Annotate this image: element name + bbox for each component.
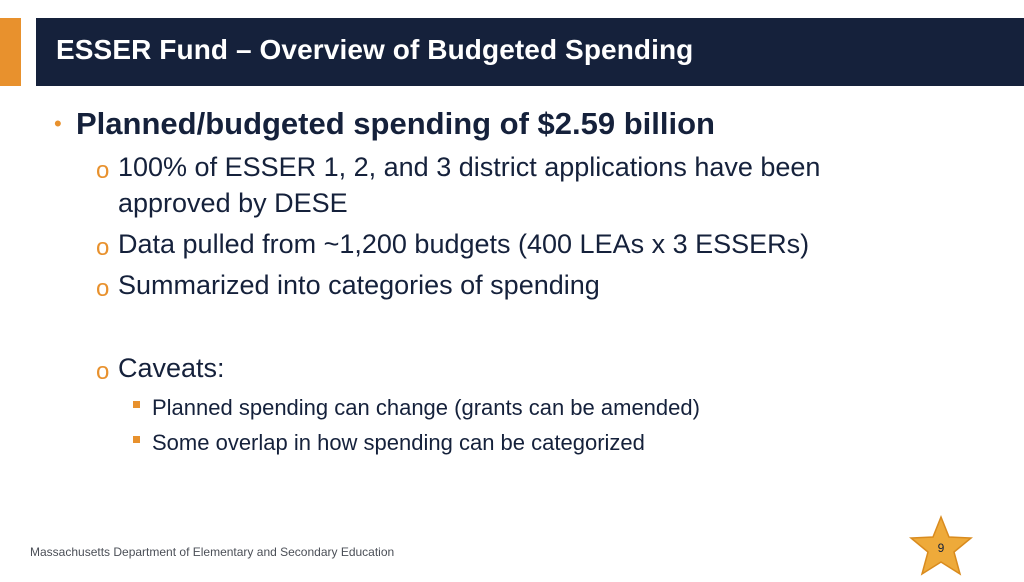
square-bullet-icon (133, 431, 140, 449)
caveats-label: Caveats: (118, 353, 225, 383)
sub-bullet-2: Data pulled from ~1,200 budgets (400 LEAs x 3 ESSERs) (118, 229, 810, 259)
bullet-main-text: Planned/budgeted spending of $2.59 billion (76, 106, 715, 141)
circle-o-bullet-icon: o (96, 358, 110, 385)
circle-o-bullet-icon: o (96, 275, 110, 302)
star-icon (908, 515, 974, 577)
caveat-1: Planned spending can change (grants can be amended) (152, 395, 700, 420)
circle-o-bullet-icon: o (96, 157, 110, 184)
slide-title: ESSER Fund – Overview of Budgeted Spending (56, 34, 694, 65)
page-number: 9 (937, 541, 945, 555)
circle-o-bullet-icon: o (96, 234, 110, 261)
footer-organization: Massachusetts Department of Elementary and Secondary Education (30, 545, 395, 559)
sub-bullet-1-line2: approved by DESE (118, 188, 348, 218)
sub-bullet-3: Summarized into categories of spending (118, 270, 600, 300)
square-bullet-icon (133, 396, 140, 414)
sub-bullet-1-line1: 100% of ESSER 1, 2, and 3 district applications have been (118, 152, 821, 182)
bullet-main (54, 111, 62, 137)
dot-bullet-icon: • (54, 111, 62, 136)
caveat-2: Some overlap in how spending can be categorized (152, 430, 645, 455)
